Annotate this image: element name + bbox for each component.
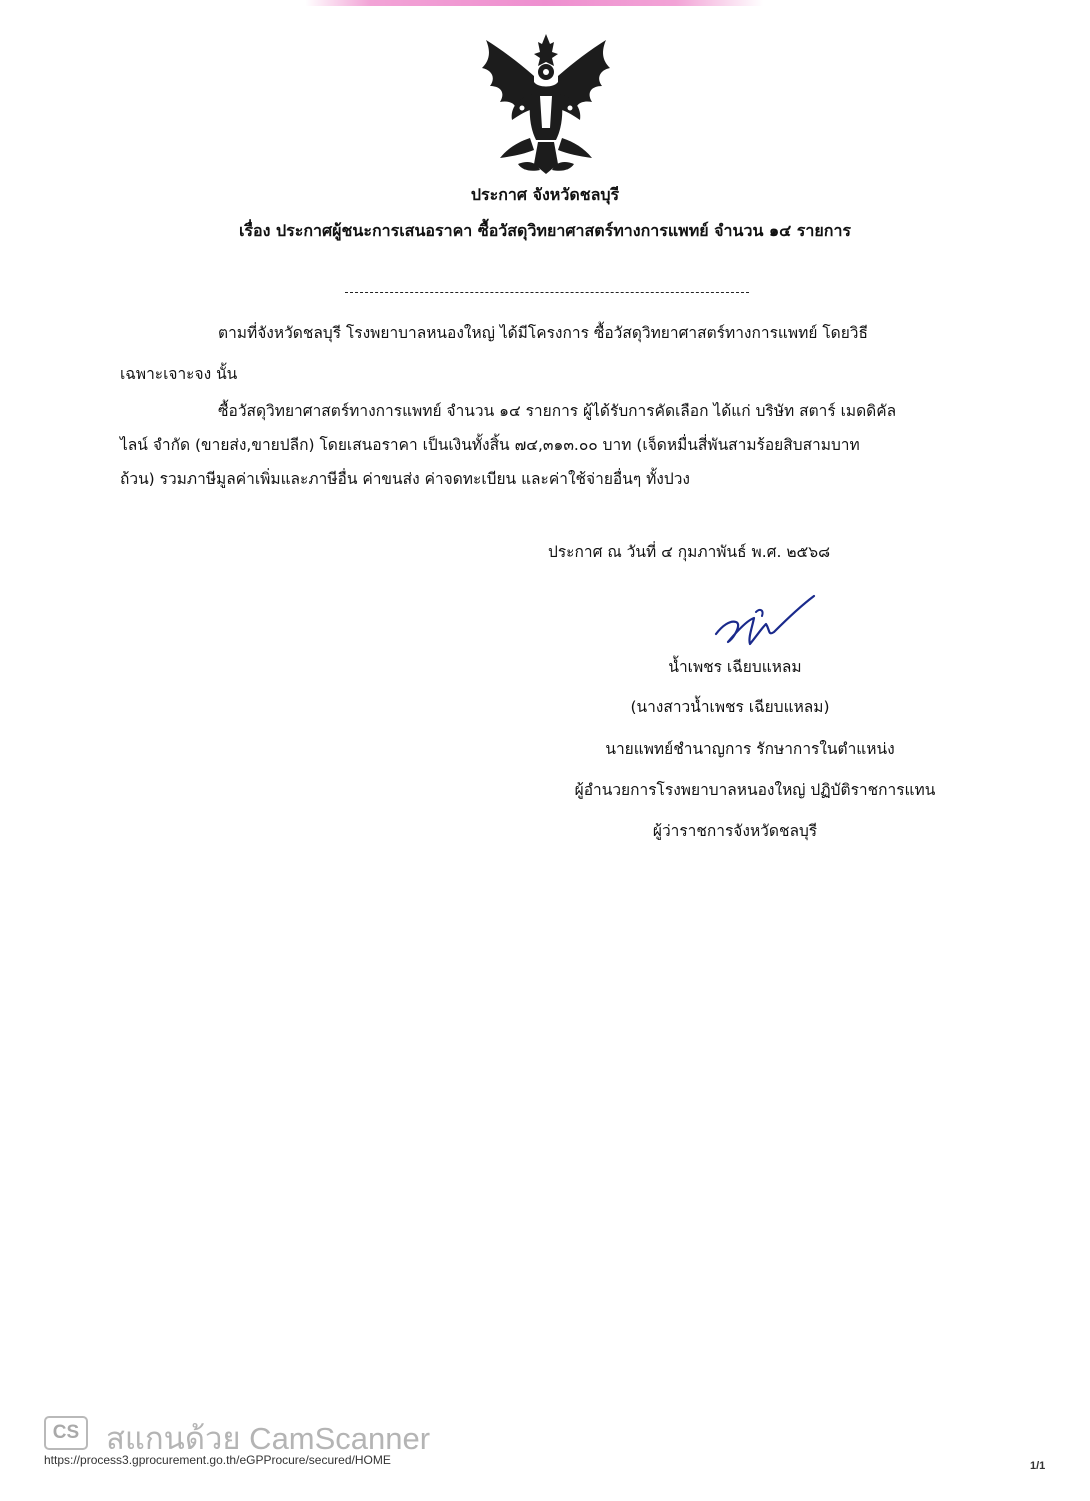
camscanner-watermark: สแกนด้วย CamScanner [106, 1421, 431, 1456]
body-line-1: ตามที่จังหวัดชลบุรี โรงพยาบาลหนองใหญ่ ได้มีโครงการ ซื้อวัสดุวิทยาศาสตร์ทางการแพทย์ โดยวิธี [218, 324, 868, 342]
signer-position-3: ผู้ว่าราชการจังหวัดชลบุรี [652, 822, 818, 840]
garuda-emblem-icon [478, 32, 614, 178]
handwritten-signature [708, 590, 818, 652]
body-line-3: ซื้อวัสดุวิทยาศาสตร์ทางการแพทย์ จำนวน ๑๔ รายการ ผู้ได้รับการคัดเลือก ได้แก่ บริษัท สตาร์ เมดดิคัล [218, 402, 897, 420]
signer-short-name: น้ำเพชร เฉียบแหลม [668, 658, 802, 676]
top-color-band [0, 0, 1090, 6]
footer-page-number: 1/1 [1030, 1460, 1046, 1472]
body-line-5: ถ้วน) รวมภาษีมูลค่าเพิ่มและภาษีอื่น ค่าขนส่ง ค่าจดทะเบียน และค่าใช้จ่ายอื่นๆ ทั้งปวง [120, 470, 690, 488]
body-line-2: เฉพาะเจาะจง นั้น [120, 365, 238, 383]
announcement-title: ประกาศ จังหวัดชลบุรี [470, 185, 620, 204]
announcement-date: ประกาศ ณ วันที่ ๔ กุมภาพันธ์ พ.ศ. ๒๕๖๘ [548, 543, 831, 561]
footer-url: https://process3.gprocurement.go.th/eGPProcure/secured/HOME [44, 1453, 391, 1467]
camscanner-logo-icon: CS [44, 1416, 88, 1450]
signer-full-name: (นางสาวน้ำเพชร เฉียบแหลม) [630, 698, 830, 716]
body-line-4: ไลน์ จำกัด (ขายส่ง,ขายปลีก) โดยเสนอราคา เป็นเงินทั้งสิ้น ๗๔,๓๑๓.๐๐ บาท (เจ็ดหมื่นสี่พันสามร้อยสิบสามบาท [120, 436, 860, 454]
announcement-subject: เรื่อง ประกาศผู้ชนะการเสนอราคา ซื้อวัสดุวิทยาศาสตร์ทางการแพทย์ จำนวน ๑๔ รายการ [238, 221, 852, 240]
signer-position-1: นายแพทย์ชำนาญการ รักษาการในตำแหน่ง [605, 740, 895, 758]
heading-divider [345, 292, 749, 293]
signer-position-2: ผู้อำนวยการโรงพยาบาลหนองใหญ่ ปฏิบัติราชการแทน [574, 781, 936, 799]
